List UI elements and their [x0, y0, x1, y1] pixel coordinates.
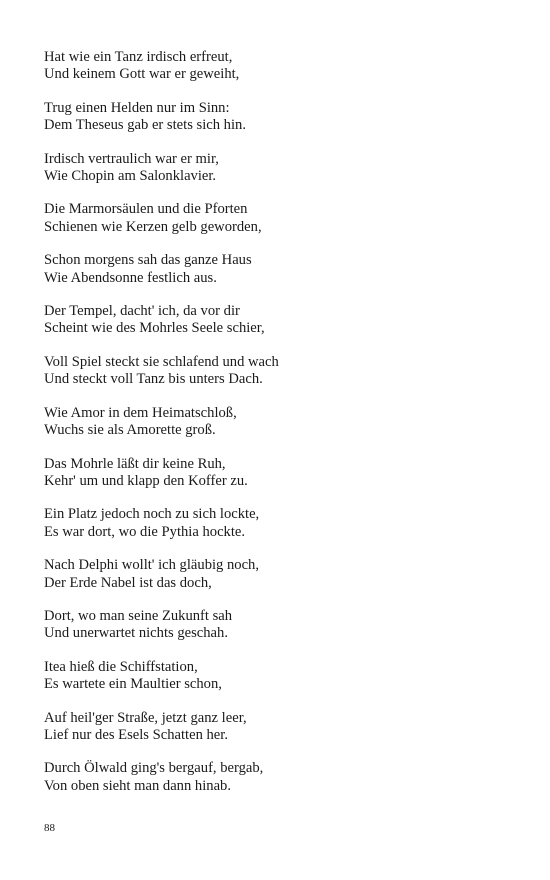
verse-line: Nach Delphi wollt' ich gläubig noch, [44, 557, 260, 574]
page-number: 88 [44, 822, 55, 834]
verse-line: Kehr' um und klapp den Koffer zu. [44, 472, 248, 489]
verse-line: Trug einen Helden nur im Sinn: [44, 99, 230, 116]
verse-line: Und steckt voll Tanz bis unters Dach. [44, 371, 263, 388]
stanza-5 [44, 252, 524, 287]
verse-line: Auf heil'ger Straße, jetzt ganz leer, [44, 709, 247, 726]
verse-line: Und unerwartet nichts geschah. [44, 625, 228, 642]
verse-line: Itea hieß die Schiffstation, [44, 658, 198, 675]
verse-line: Scheint wie des Mohrles Seele schier, [44, 320, 265, 337]
verse-line: Es wartete ein Maultier schon, [44, 676, 222, 693]
verse-line: Dort, wo man seine Zukunft sah [44, 607, 233, 624]
verse-line: Wuchs sie als Amorette groß. [44, 422, 216, 439]
verse-line: Das Mohrle läßt dir keine Ruh, [44, 455, 226, 472]
verse-line: Dem Theseus gab er stets sich hin. [44, 117, 246, 134]
stanza-14 [44, 710, 524, 745]
stanza-8 [44, 405, 524, 440]
verse-line: Von oben sieht man dann hinab. [44, 777, 231, 794]
stanza-9 [44, 456, 524, 491]
verse-line: Schienen wie Kerzen gelb geworden, [44, 218, 262, 235]
verse-line: Irdisch vertraulich war er mir, [44, 150, 219, 167]
verse-line: Voll Spiel steckt sie schlafend und wach [44, 353, 279, 370]
stanza-10 [44, 506, 524, 541]
poem-body [44, 49, 524, 811]
stanza-1 [44, 49, 524, 84]
verse-line: Der Erde Nabel ist das doch, [44, 574, 212, 591]
stanza-13 [44, 659, 524, 694]
verse-line: Lief nur des Esels Schatten her. [44, 726, 228, 743]
verse-line: Schon morgens sah das ganze Haus [44, 252, 252, 269]
stanza-7 [44, 354, 524, 389]
verse-line: Wie Abendsonne festlich aus. [44, 269, 217, 286]
verse-line: Es war dort, wo die Pythia hockte. [44, 523, 246, 540]
verse-line: Und keinem Gott war er geweiht, [44, 66, 240, 83]
verse-line: Ein Platz jedoch noch zu sich lockte, [44, 506, 260, 523]
verse-line: Der Tempel, dacht' ich, da vor dir [44, 303, 240, 320]
stanza-2 [44, 100, 524, 135]
stanza-15 [44, 760, 524, 795]
verse-line: Die Marmorsäulen und die Pforten [44, 201, 248, 218]
verse-line: Wie Amor in dem Heimatschloß, [44, 404, 237, 421]
verse-line: Wie Chopin am Salonklavier. [44, 168, 217, 185]
stanza-3 [44, 151, 524, 186]
stanza-6 [44, 303, 524, 338]
verse-line: Durch Ölwald ging's bergauf, bergab, [44, 760, 264, 777]
stanza-11 [44, 557, 524, 592]
stanza-4 [44, 201, 524, 236]
stanza-12 [44, 608, 524, 643]
verse-line: Hat wie ein Tanz irdisch erfreut, [44, 49, 233, 65]
